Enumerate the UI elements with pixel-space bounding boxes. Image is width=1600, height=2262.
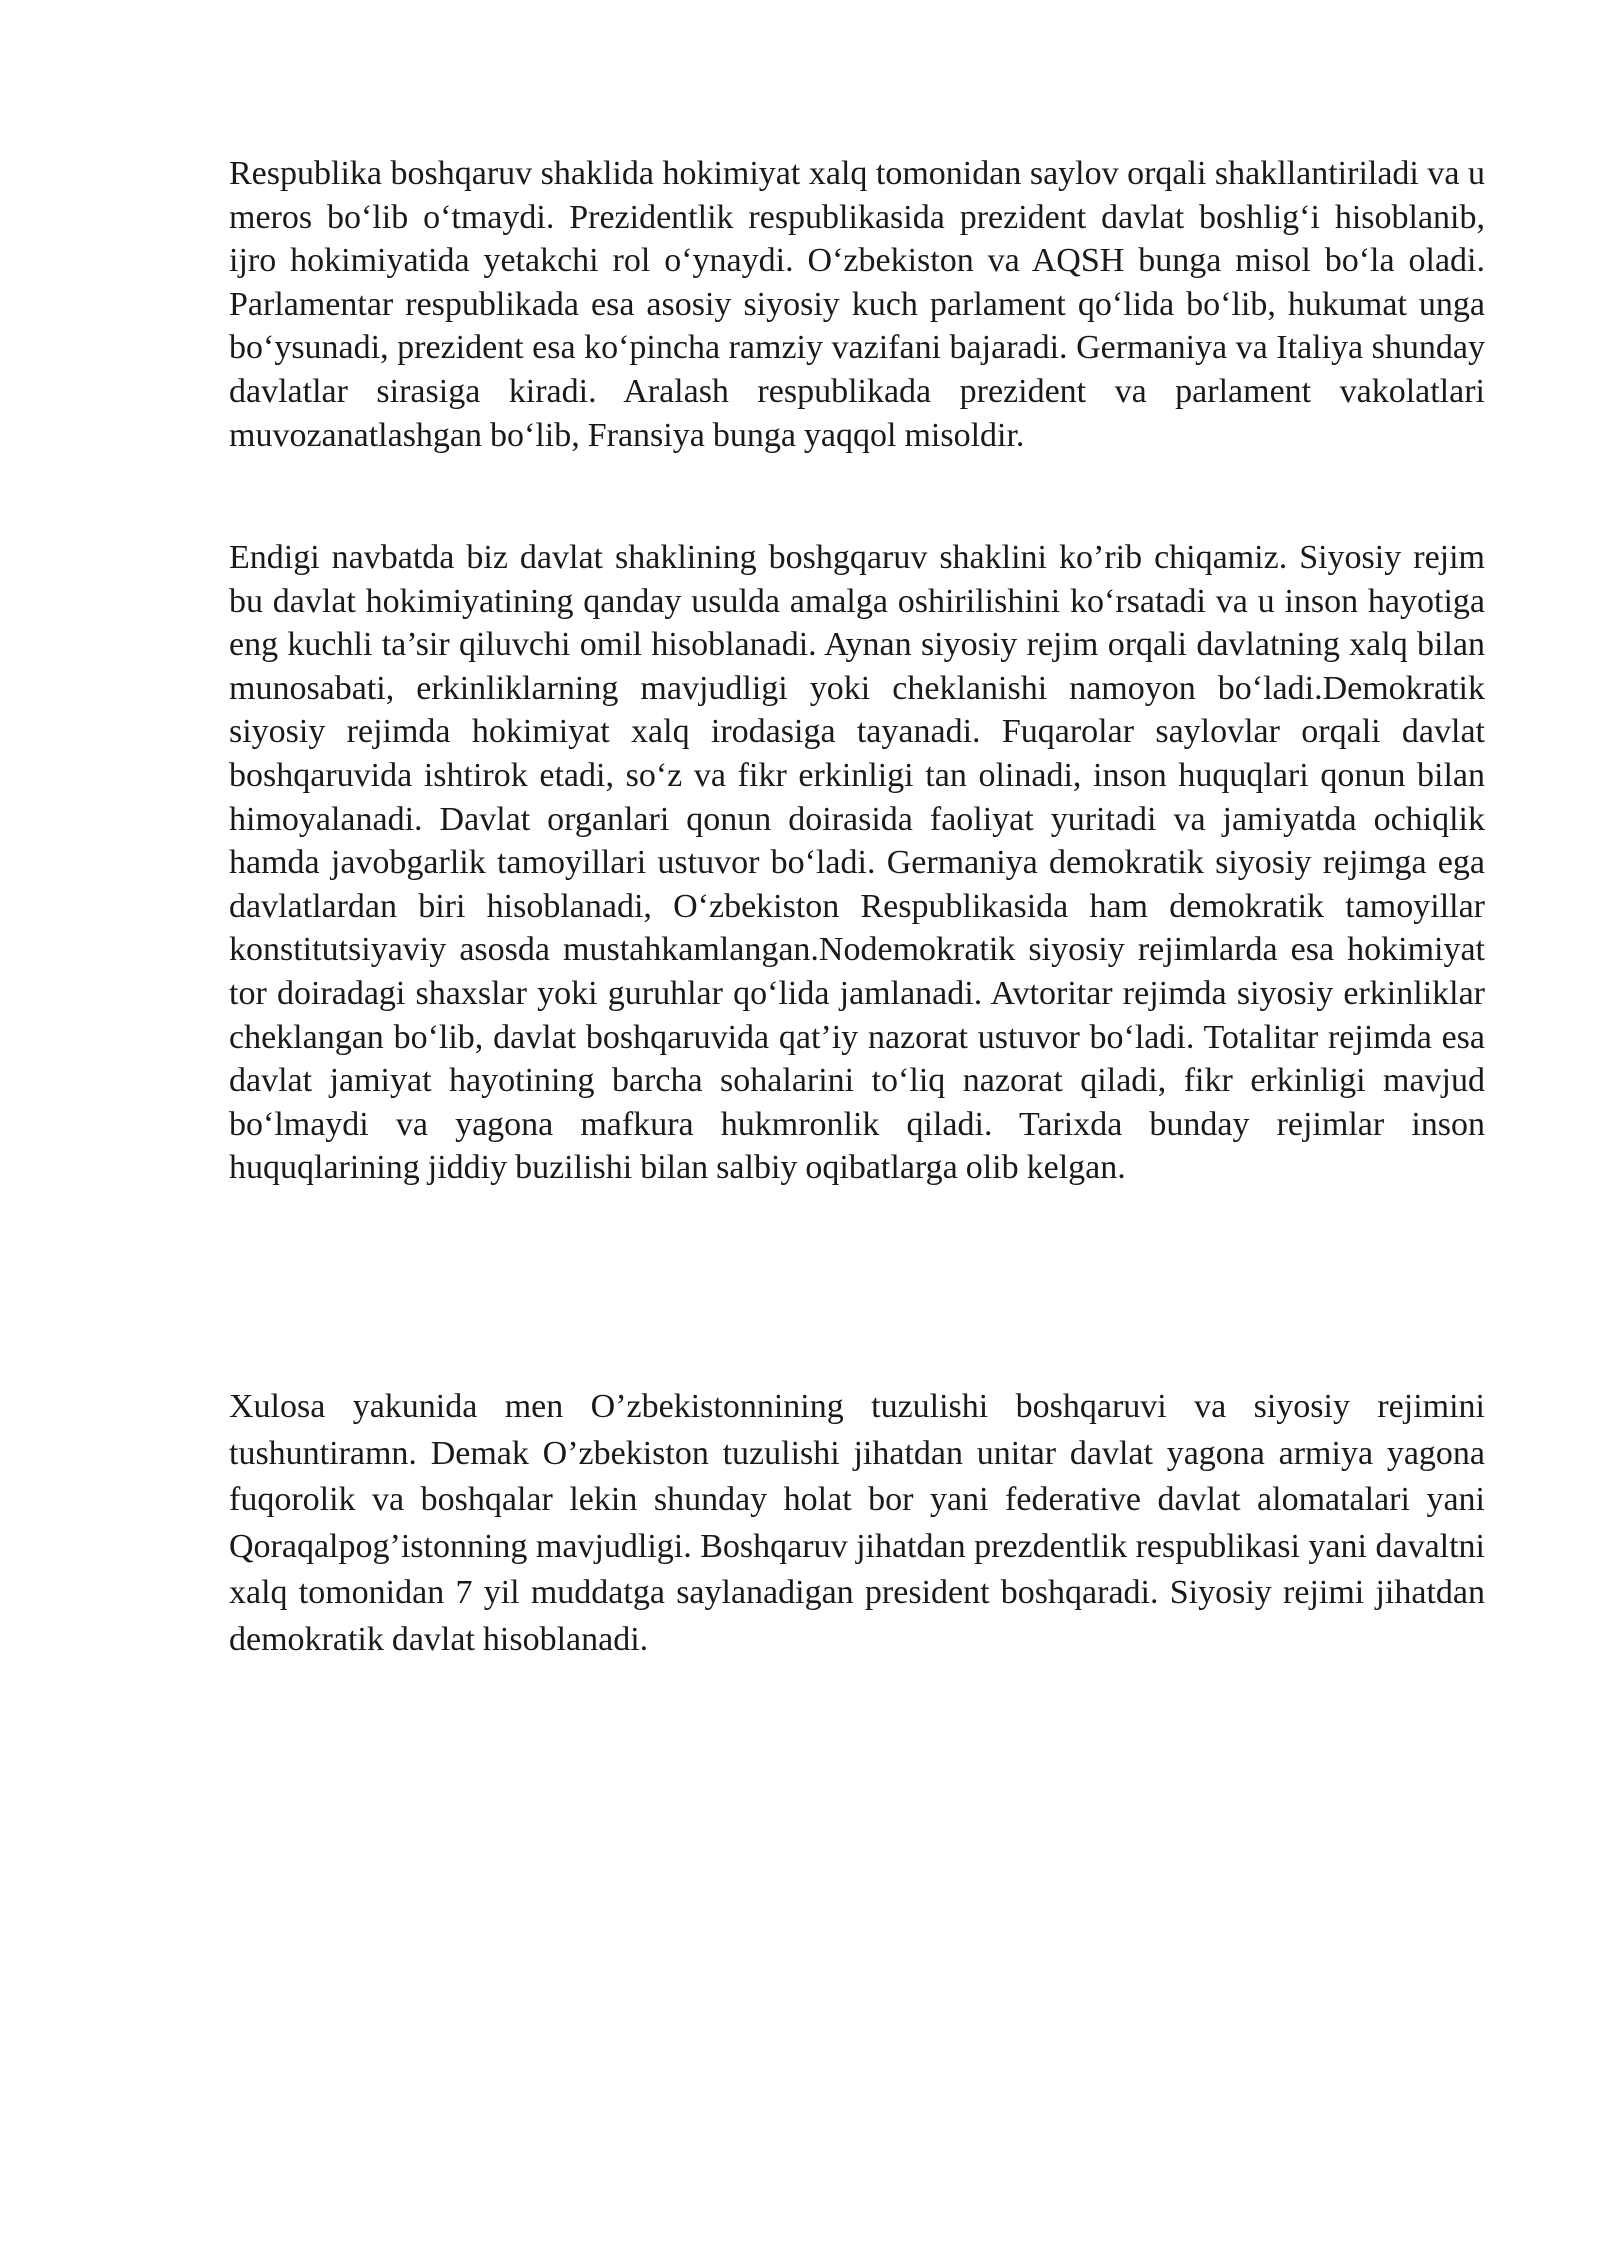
paragraph-conclusion: Xulosa yakunida men O’zbekistonnining tuzulishi boshqaruvi va siyosiy rejimini tushuntiramn. Demak O’zbekiston tuzulishi jihatdan unitar davlat yagona armiya yagona fuqorolik va boshqalar lekin shunday holat bor yani federative davlat alomatalari yani Qoraqalpog’istonning mavjudligi. Boshqaruv jihatdan prezdentlik respublikasi yani davaltni xalq tomonidan 7 yil muddatga saylanadigan president boshqaradi. Siyosiy rejimi jihatdan demokratik davlat hisoblanadi.	[229, 1388, 1485, 1658]
paragraph-republic-forms: Respublika boshqaruv shaklida hokimiyat xalq tomonidan saylov orqali shakllantiriladi va u meros bo‘lib o‘tmaydi. Prezidentlik respublikasida prezident davlat boshlig‘i hisoblanib, ijro hokimiyatida yetakchi rol o‘ynaydi. O‘zbekiston va AQSH bunga misol bo‘la oladi. Parlamentar respublikada esa asosiy siyosiy kuch parlament qo‘lida bo‘lib, hukumat unga bo‘ysunadi, prezident esa ko‘pincha ramziy vazifani bajaradi. Germaniya va Italiya shunday davlatlar sirasiga kiradi. Aralash respublikada prezident va parlament vakolatlari muvozanatlashgan bo‘lib, Fransiya bunga yaqqol misoldir.	[229, 155, 1485, 454]
paragraph-political-regime: Endigi navbatda biz davlat shaklining boshgqaruv shaklini ko’rib chiqamiz. Siyosiy rejim bu davlat hokimiyatining qanday usulda amalga oshirilishini ko‘rsatadi va u inson hayotiga eng kuchli ta’sir qiluvchi omil hisoblanadi. Aynan siyosiy rejim orqali davlatning xalq bilan munosabati, erkinliklarning mavjudligi yoki cheklanishi namoyon bo‘ladi.Demokratik siyosiy rejimda hokimiyat xalq irodasiga tayanadi. Fuqarolar saylovlar orqali davlat boshqaruvida ishtirok etadi, so‘z va fikr erkinligi tan olinadi, inson huquqlari qonun bilan himoyalanadi. Davlat organlari qonun doirasida faoliyat yuritadi va jamiyatda ochiqlik hamda javobgarlik tamoyillari ustuvor bo‘ladi. Germaniya demokratik siyosiy rejimga ega davlatlardan biri hisoblanadi, O‘zbekiston Respublikasida ham demokratik tamoyillar konstitutsiyaviy asosda mustahkamlangan.Nodemokratik siyosiy rejimlarda esa hokimiyat tor doiradagi shaxslar yoki guruhlar qo‘lida jamlanadi. Avtoritar rejimda siyosiy erkinliklar cheklangan bo‘lib, davlat boshqaruvida qat’iy nazorat ustuvor bo‘ladi. Totalitar rejimda esa davlat jamiyat hayotining barcha sohalarini to‘liq nazorat qiladi, fikr erkinligi mavjud bo‘lmaydi va yagona mafkura hukmronlik qiladi. Tarixda bunday rejimlar inson huquqlarining jiddiy buzilishi bilan salbiy oqibatlarga olib kelgan.	[229, 539, 1485, 1187]
